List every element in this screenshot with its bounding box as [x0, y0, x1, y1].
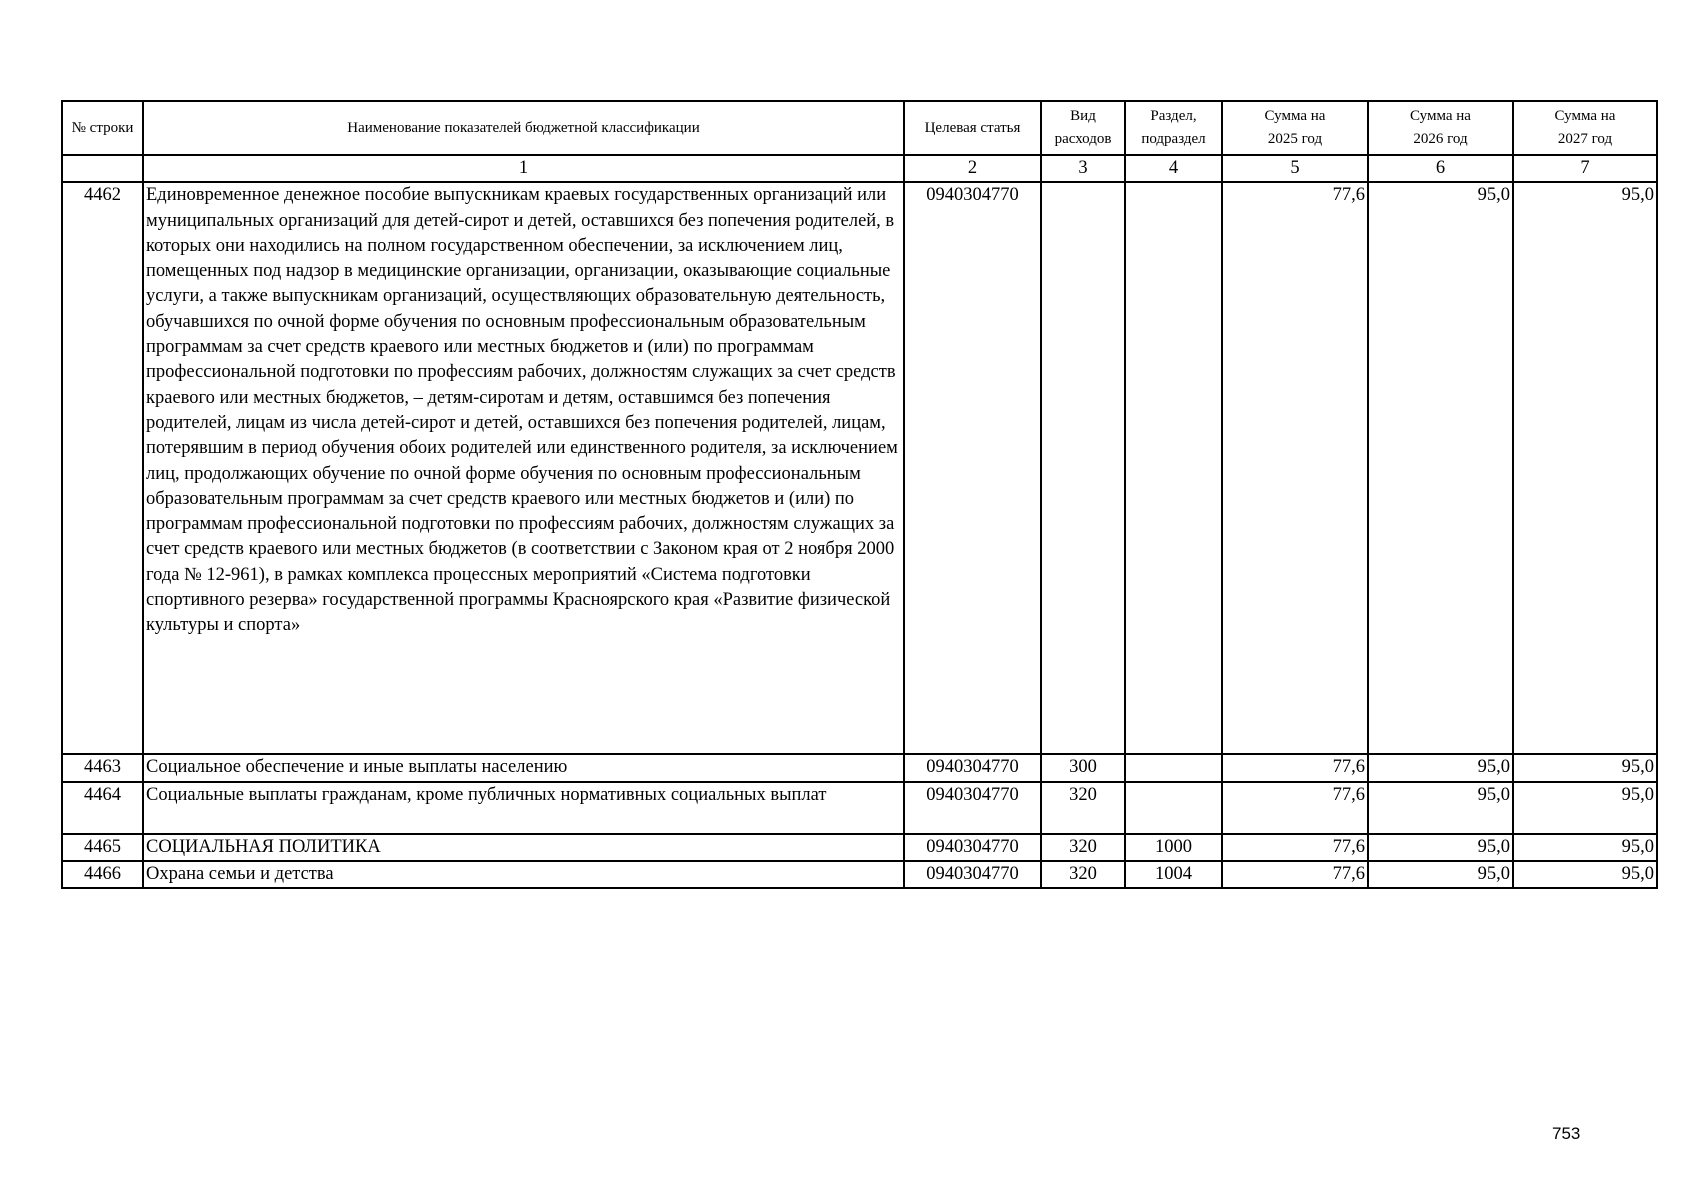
sum-2025-cell: 77,6 — [1222, 861, 1368, 888]
expense-kind-cell: 320 — [1041, 834, 1125, 861]
table-header-row — [62, 101, 1657, 155]
header-row-number: № строки — [62, 101, 143, 155]
sum-2027-cell: 95,0 — [1513, 834, 1657, 861]
header-sum-2026: Сумма на 2026 год — [1368, 101, 1513, 155]
header-target-article: Целевая статья — [904, 101, 1041, 155]
target-article-cell: 0940304770 — [904, 182, 1041, 754]
sum-2026-cell: 95,0 — [1368, 861, 1513, 888]
sum-2026-cell: 95,0 — [1368, 182, 1513, 754]
expense-kind-cell: 320 — [1041, 782, 1125, 834]
row-number-cell: 4465 — [62, 834, 143, 861]
sum-2026-cell: 95,0 — [1368, 782, 1513, 834]
expense-kind-cell — [1041, 182, 1125, 754]
target-article-cell: 0940304770 — [904, 782, 1041, 834]
target-article-cell: 0940304770 — [904, 834, 1041, 861]
table-row — [62, 782, 1657, 834]
header-section: Раздел, подраздел — [1125, 101, 1222, 155]
sum-2025-cell: 77,6 — [1222, 782, 1368, 834]
sum-2027-cell: 95,0 — [1513, 861, 1657, 888]
column-number: 1 — [143, 155, 904, 182]
name-cell: СОЦИАЛЬНАЯ ПОЛИТИКА — [143, 834, 904, 861]
header-sum-2027: Сумма на 2027 год — [1513, 101, 1657, 155]
section-cell: 1004 — [1125, 861, 1222, 888]
page-number: 753 — [1552, 1124, 1581, 1143]
column-number-blank — [62, 155, 143, 182]
sum-2025-cell: 77,6 — [1222, 182, 1368, 754]
row-number-cell: 4466 — [62, 861, 143, 888]
section-cell: 1000 — [1125, 834, 1222, 861]
sum-2026-cell: 95,0 — [1368, 754, 1513, 781]
target-article-cell: 0940304770 — [904, 754, 1041, 781]
column-number: 2 — [904, 155, 1041, 182]
section-cell — [1125, 782, 1222, 834]
row-number-cell: 4462 — [62, 182, 143, 754]
header-expense-kind: Вид расходов — [1041, 101, 1125, 155]
sum-2026-cell: 95,0 — [1368, 834, 1513, 861]
expense-kind-cell: 320 — [1041, 861, 1125, 888]
name-cell: Социальное обеспечение и иные выплаты населению — [143, 754, 904, 781]
header-sum-2025: Сумма на 2025 год — [1222, 101, 1368, 155]
table-row — [62, 754, 1657, 781]
row-number-cell: 4463 — [62, 754, 143, 781]
column-number: 6 — [1368, 155, 1513, 182]
sum-2025-cell: 77,6 — [1222, 834, 1368, 861]
table-row — [62, 834, 1657, 861]
column-number: 3 — [1041, 155, 1125, 182]
column-number: 5 — [1222, 155, 1368, 182]
sum-2025-cell: 77,6 — [1222, 754, 1368, 781]
expense-kind-cell: 300 — [1041, 754, 1125, 781]
name-cell: Социальные выплаты гражданам, кроме публичных нормативных социальных выплат — [143, 782, 904, 834]
table-row — [62, 861, 1657, 888]
name-cell: Единовременное денежное пособие выпускникам краевых государственных организаций или муниципальных организаций для детей-сирот и детей, оставшихся без попечения родителей, в которых они находились на полном государственном обеспечении, за исключением лиц, помещенных под надзор в медицинские организации, организации, оказывающие социальные услуги, а также выпускникам организаций, осуществляющих образовательную деятельность, обучавшихся по очной форме обучения по основным профессиональным образовательным программам за счет средств краевого или местных бюджетов и (или) по программам профессиональной подготовки по профессиям рабочих, должностям служащих за счет средств краевого или местных бюджетов, – детям-сиротам и детям, оставшимся без попечения родителей, лицам из числа детей-сирот и детей, оставшихся без попечения родителей, лицам, потерявшим в период обучения обоих родителей или единственного родителя, за исключением лиц, продолжающих обучение по очной форме обучения по основным профессиональным образовательным программам за счет средств краевого или местных бюджетов и (или) по программам профессиональной подготовки по профессиям рабочих, должностям служащих за счет средств краевого или местных бюджетов (в соответствии с Законом края от 2 ноября 2000 года № 12-961), в рамках комплекса процессных мероприятий «Система подготовки спортивного резерва» государственной программы Красноярского края «Развитие физической культуры и спорта» — [143, 182, 904, 754]
name-cell: Охрана семьи и детства — [143, 861, 904, 888]
budget-classification-table — [61, 100, 1658, 889]
section-cell — [1125, 754, 1222, 781]
column-number: 4 — [1125, 155, 1222, 182]
table-row — [62, 182, 1657, 754]
sum-2027-cell: 95,0 — [1513, 754, 1657, 781]
section-cell — [1125, 182, 1222, 754]
sum-2027-cell: 95,0 — [1513, 782, 1657, 834]
row-number-cell: 4464 — [62, 782, 143, 834]
sum-2027-cell: 95,0 — [1513, 182, 1657, 754]
target-article-cell: 0940304770 — [904, 861, 1041, 888]
column-number: 7 — [1513, 155, 1657, 182]
header-name: Наименование показателей бюджетной классификации — [143, 101, 904, 155]
column-numbers-row — [62, 155, 1657, 182]
